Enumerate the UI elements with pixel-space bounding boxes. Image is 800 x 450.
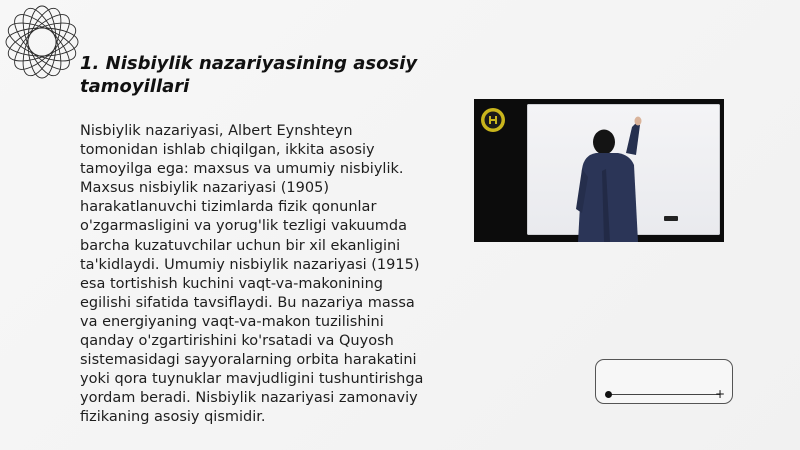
channel-logo-icon xyxy=(480,107,506,133)
slide-title: 1. Nisbiylik nazariyasining asosiy tamoyillari xyxy=(80,53,418,97)
lecturer-at-whiteboard xyxy=(574,109,654,242)
video-thumbnail[interactable] xyxy=(474,99,724,242)
circle-ornament-icon xyxy=(2,2,82,82)
playhead-dot-icon[interactable] xyxy=(605,391,612,398)
board-eraser xyxy=(664,216,678,221)
slide-paragraph: Nisbiylik nazariyasi, Albert Eynshteyn tomonidan ishlab chiqilgan, ikkita asosiy tamoyilga ega: maxsus va umumiy nisbiylik. Maxsus nisbiylik nazariyasi (1905) harakatlanuvchi tizimlarda fizik qonunlar o'zgarmasligini va yorug'lik tezligi vakuumda barcha kuzatuvchilar uchun bir xil ekanligini ta'kidlaydi. Umumiy nisbiylik nazariyasi (1915) esa tortishish kuchini vaqt-va-makonining egilishi sifatida tavsiflaydi. Bu nazariya massa va energiyaning vaqt-va-makon tuzilishini qanday o'zgartirishini ko'rsatadi va Quyosh sistemasidagi sayyoralarning orbita harakatini yoki qora tuynuklar mavjudligini tushuntirishga yordam beradi. Nisbiylik nazariyasi zamonaviy fizikaning asosiy qismidir. xyxy=(80,123,424,426)
progress-track[interactable] xyxy=(608,394,720,395)
media-controls[interactable] xyxy=(595,359,733,404)
plus-icon[interactable]: + xyxy=(714,387,726,401)
